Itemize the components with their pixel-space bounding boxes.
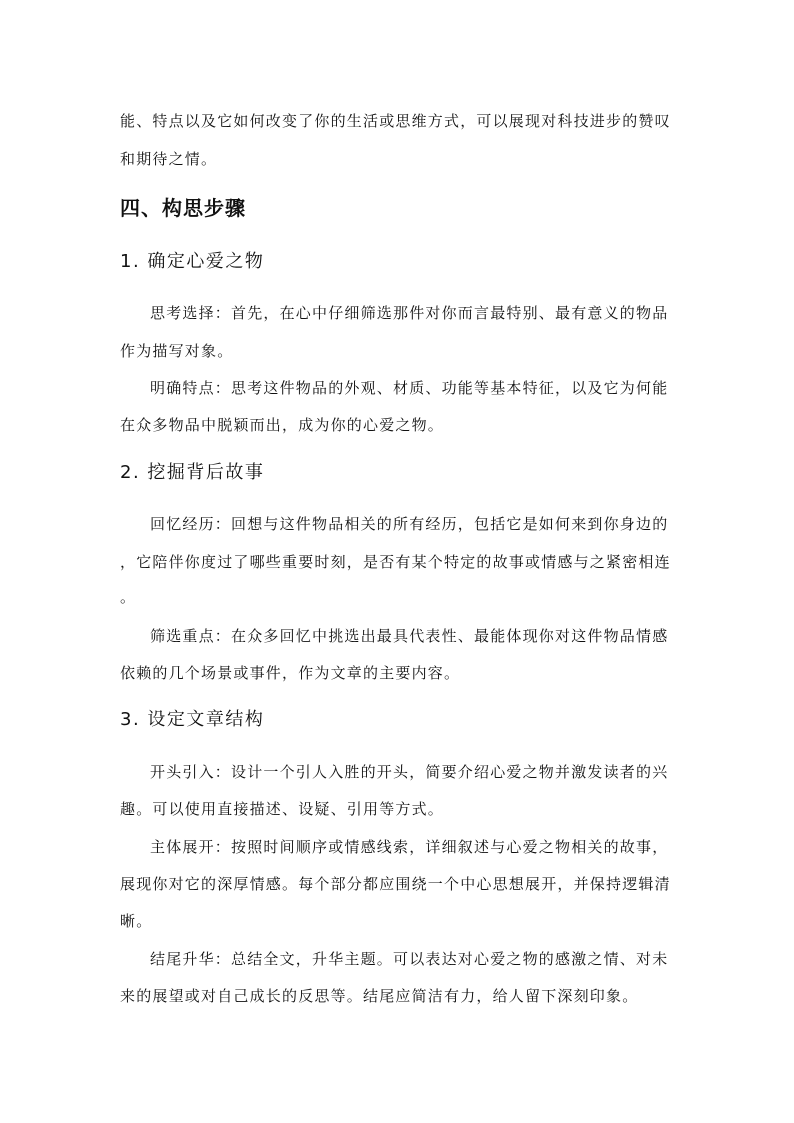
step-1-para-2-line-1: 明确特点：思考这件物品的外观、材质、功能等基本特征，以及它为何能 (150, 379, 669, 397)
intro-line-2: 和期待之情。 (120, 150, 218, 168)
step-3-para-1-line-1: 开头引入：设计一个引人入胜的开头，简要介绍心爱之物并激发读者的兴 (150, 763, 669, 781)
step-3-para-3-line-1: 结尾升华：总结全文，升华主题。可以表达对心爱之物的感激之情、对未 (150, 950, 669, 968)
step-2-para-1-line-1: 回忆经历：回想与这件物品相关的所有经历，包括它是如何来到你身边的 (150, 515, 669, 533)
step-3-para-2-line-2: 展现你对它的深厚情感。每个部分都应围绕一个中心思想展开，并保持逻辑清 (120, 875, 671, 893)
step-3-title: 3. 设定文章结构 (120, 709, 265, 730)
step-1-para-1-line-1: 思考选择：首先，在心中仔细筛选那件对你而言最特别、最有意义的物品 (150, 304, 669, 322)
step-3-para-2-line-1: 主体展开：按照时间顺序或情感线索，详细叙述与心爱之物相关的故事， (150, 838, 669, 856)
step-1-para-2-line-2: 在众多物品中脱颖而出，成为你的心爱之物。 (120, 416, 445, 434)
intro-line-1: 能、特点以及它如何改变了你的生活或思维方式，可以展现对科技进步的赞叹 (120, 112, 671, 130)
step-2-para-1-line-2: ，它陪伴你度过了哪些重要时刻，是否有某个特定的故事或情感与之紧密相连 (120, 553, 671, 571)
step-3-para-1-line-2: 趣。可以使用直接描述、设疑、引用等方式。 (120, 800, 445, 818)
step-2-para-2-line-2: 依赖的几个场景或事件，作为文章的主要内容。 (120, 664, 461, 682)
step-2-para-1-line-3: 。 (120, 588, 137, 606)
step-2-para-2-line-1: 筛选重点：在众多回忆中挑选出最具代表性、最能体现你对这件物品情感 (150, 627, 669, 645)
step-2-title: 2. 挖掘背后故事 (120, 462, 265, 483)
step-3-para-2-line-3: 晰。 (120, 912, 153, 930)
step-1-para-1-line-2: 作为描写对象。 (120, 342, 234, 360)
step-1-title: 1. 确定心爱之物 (120, 251, 265, 272)
section-heading: 四、构思步骤 (120, 196, 246, 220)
step-3-para-3-line-2: 来的展望或对自己成长的反思等。结尾应简洁有力，给人留下深刻印象。 (120, 987, 639, 1005)
